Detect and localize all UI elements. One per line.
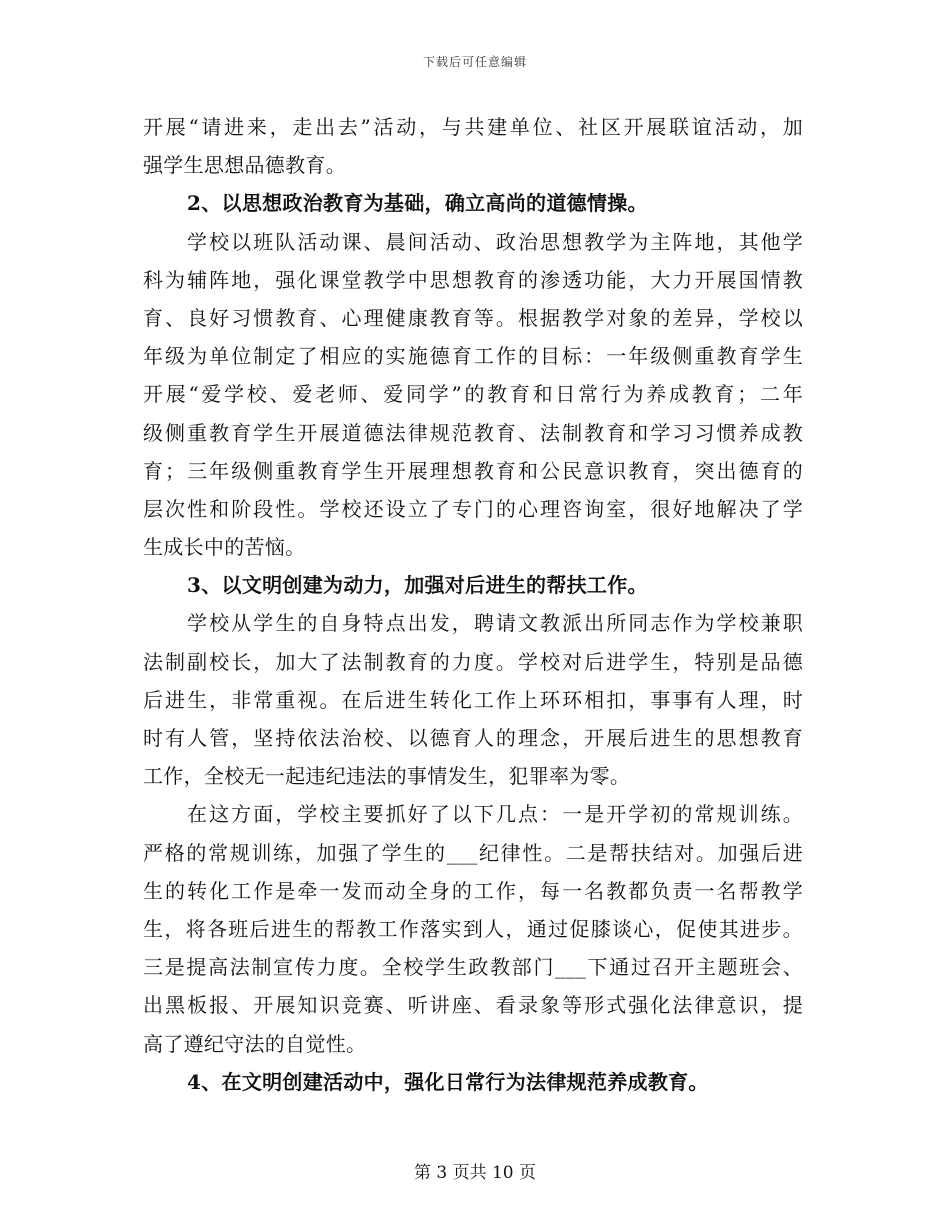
paragraph-line: 在这方面，学校主要抓好了以下几点：一是开学初的常规训练。: [187, 802, 803, 827]
section-heading-3: 3、以文明创建为动力，加强对后进生的帮扶工作。: [187, 573, 648, 598]
page-number: 第 3 页共 10 页: [413, 1163, 537, 1183]
paragraph-line: 级侧重教育学生开展道德法律规范教育、法制教育和学习习惯养成教: [143, 420, 803, 445]
paragraph-line: 学校以班队活动课、晨间活动、政治思想教学为主阵地，其他学: [187, 229, 803, 254]
paragraph-line: 生，将各班后进生的帮教工作落实到人，通过促膝谈心，促使其进步。: [143, 916, 803, 941]
paragraph-line: 育；三年级侧重教育学生开展理想教育和公民意识教育，突出德育的: [143, 458, 803, 483]
paragraph-line: 法制副校长，加大了法制教育的力度。学校对后进学生，特别是品德: [143, 649, 803, 674]
section-heading-2: 2、以思想政治教育为基础，确立高尚的道德情操。: [187, 191, 648, 216]
paragraph-line: 生的转化工作是牵一发而动全身的工作，每一名教都负责一名帮教学: [143, 878, 803, 903]
paragraph-line: 层次性和阶段性。学校还设立了专门的心理咨询室，很好地解决了学: [143, 496, 803, 521]
paragraph-line: 时有人管，坚持依法治校、以德育人的理念，开展后进生的思想教育: [143, 726, 803, 750]
paragraph-line: 学校从学生的自身特点出发，聘请文教派出所同志作为学校兼职: [187, 611, 803, 636]
paragraph-line: 后进生，非常重视。在后进生转化工作上环环相扣，事事有人理，时: [143, 687, 803, 712]
paragraph-line: 三是提高法制宣传力度。全校学生政教部门___下通过召开主题班会、: [143, 955, 803, 980]
paragraph-line: 开展“请进来，走出去”活动，与共建单位、社区开展联谊活动，加: [143, 115, 803, 139]
section-heading-4: 4、在文明创建活动中，强化日常行为法律规范养成教育。: [187, 1069, 709, 1094]
paragraph-line: 育、良好习惯教育、心理健康教育等。根据教学对象的差异，学校以: [143, 305, 803, 330]
paragraph-line: 出黑板报、开展知识竞赛、听讲座、看录象等形式强化法律意识，提: [143, 993, 803, 1018]
paragraph-line: 科为辅阵地，强化课堂教学中思想教育的渗透功能，大力开展国情教: [143, 267, 803, 292]
paragraph-line: 年级为单位制定了相应的实施德育工作的目标：一年级侧重教育学生: [143, 344, 803, 369]
page-header-note: 下载后可任意编辑: [422, 55, 527, 69]
paragraph-line: 生成长中的苦恼。: [143, 535, 306, 560]
document-body: [143, 108, 803, 1101]
paragraph-line: 严格的常规训练，加强了学生的___纪律性。二是帮扶结对。加强后进: [143, 840, 803, 865]
paragraph-line: 开展“爱学校、爱老师、爱同学”的教育和日常行为养成教育；二年: [143, 382, 803, 407]
paragraph-line: 强学生思想品德教育。: [143, 153, 346, 178]
paragraph-line: 高了遵纪守法的自觉性。: [143, 1031, 367, 1056]
paragraph-line: 工作，全校无一起违纪违法的事情发生，犯罪率为零。: [143, 764, 631, 789]
